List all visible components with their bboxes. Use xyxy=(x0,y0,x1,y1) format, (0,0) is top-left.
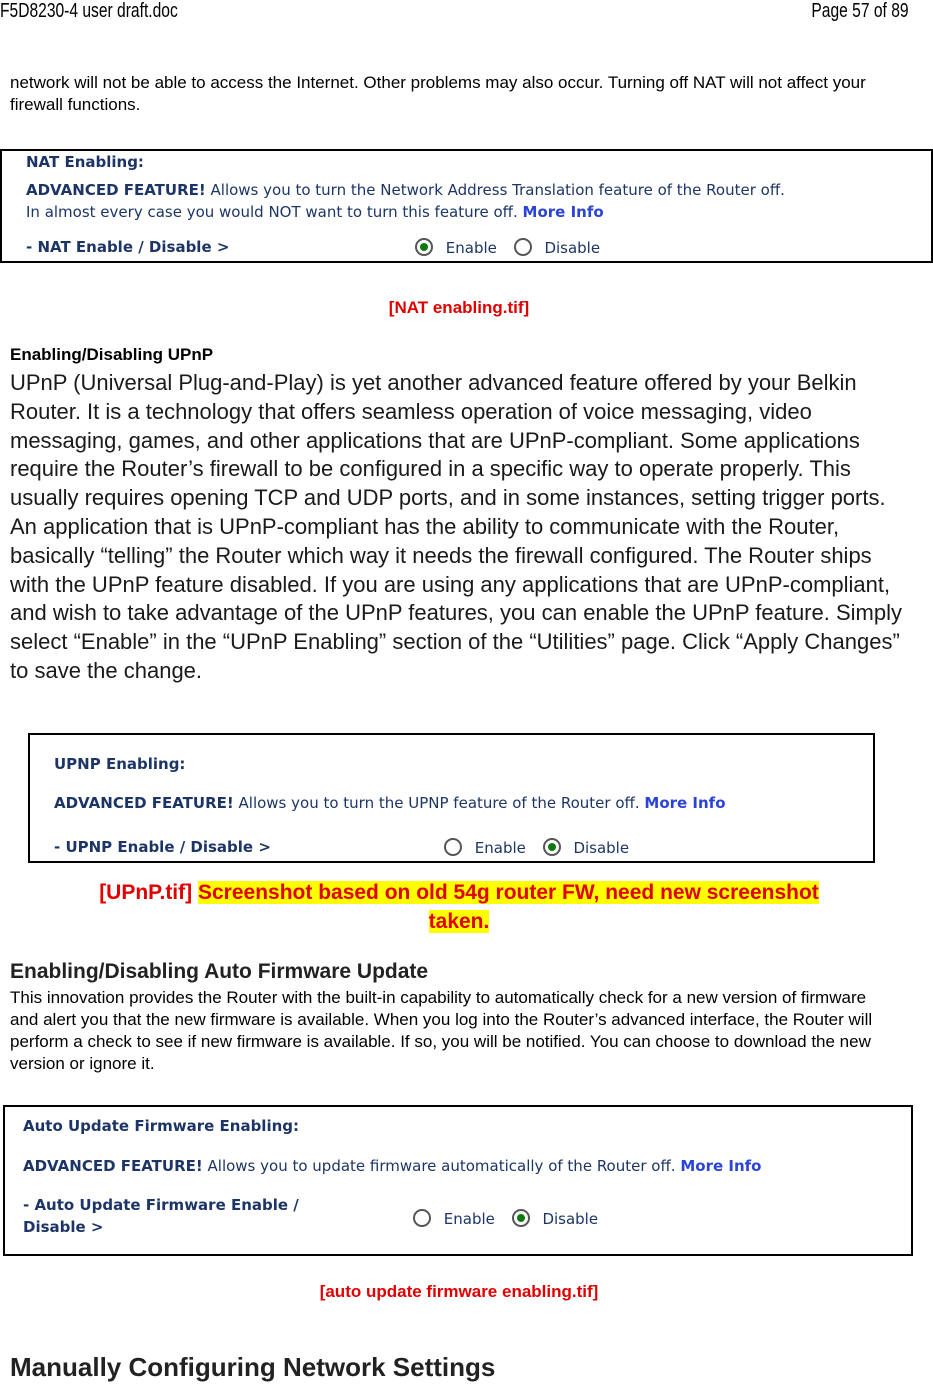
firmware-section-heading: Enabling/Disabling Auto Firmware Update xyxy=(10,960,429,983)
upnp-advanced-line xyxy=(54,794,726,812)
auto-update-firmware-screenshot xyxy=(3,1105,913,1256)
firmware-advanced-label: ADVANCED FEATURE! xyxy=(23,1157,203,1175)
upnp-caption-label: [UPnP.tif] xyxy=(99,881,193,904)
document-filename: F5D8230-4 user draft.doc xyxy=(0,0,178,22)
firmware-advanced-line xyxy=(23,1157,761,1175)
nat-radio-group xyxy=(415,238,600,257)
firmware-paragraph: This innovation provides the Router with the built-in capability to automatically check for a new version of firmware and alert you that the new firmware is available. When you log into the Router’s advanced interface, the Router will perform a check to see if new firmware is available. If so, you will be notified. You can choose to download the new version or ignore it. xyxy=(10,988,873,1073)
nat-panel-title: NAT Enabling: xyxy=(26,153,144,171)
nat-description-1: Allows you to turn the Network Address Translation feature of the Router off. xyxy=(210,181,785,199)
firmware-control-label-1: - Auto Update Firmware Enable / xyxy=(23,1196,299,1214)
nat-advanced-label: ADVANCED FEATURE! xyxy=(26,181,206,199)
firmware-figure-caption: [auto update firmware enabling.tif] xyxy=(319,1282,599,1301)
firmware-control-label-2: Disable > xyxy=(23,1218,104,1236)
nat-more-info-link[interactable]: More Info xyxy=(522,203,604,221)
nat-disable-label: Disable xyxy=(544,239,601,257)
upnp-enabling-screenshot xyxy=(28,733,875,863)
page-number: Page 57 of 89 xyxy=(811,0,909,22)
upnp-description: Allows you to turn the UPNP feature of the Router off. xyxy=(238,794,640,812)
upnp-advanced-label: ADVANCED FEATURE! xyxy=(54,794,234,812)
manual-network-settings-heading: Manually Configuring Network Settings xyxy=(10,1352,496,1382)
firmware-description: Allows you to update firmware automatically of the Router off. xyxy=(207,1157,676,1175)
upnp-enable-label: Enable xyxy=(474,839,526,857)
upnp-caption-note-1: Screenshot based on old 54g router FW, need new screenshot xyxy=(197,881,819,904)
upnp-panel-title: UPNP Enabling: xyxy=(54,755,186,773)
firmware-radio-group xyxy=(413,1209,598,1228)
firmware-more-info-link[interactable]: More Info xyxy=(680,1157,762,1175)
intro-paragraph: network will not be able to access the Internet. Other problems may also occur. Turning off NAT will not affect your firewall functions. xyxy=(10,73,866,114)
upnp-more-info-link[interactable]: More Info xyxy=(644,794,726,812)
nat-advanced-line xyxy=(26,181,785,199)
upnp-radio-group xyxy=(444,838,629,857)
firmware-disable-radio[interactable] xyxy=(512,1209,530,1227)
nat-enable-label: Enable xyxy=(445,239,497,257)
upnp-enable-radio[interactable] xyxy=(444,838,462,856)
nat-description-2: In almost every case you would NOT want to turn this feature off. xyxy=(26,203,518,221)
firmware-enable-label: Enable xyxy=(443,1210,495,1228)
firmware-disable-label: Disable xyxy=(542,1210,599,1228)
nat-enabling-screenshot xyxy=(0,149,933,263)
nat-figure-caption: [NAT enabling.tif] xyxy=(388,298,530,317)
firmware-enable-radio[interactable] xyxy=(413,1209,431,1227)
upnp-figure-caption xyxy=(0,878,918,936)
upnp-caption-note-2: taken. xyxy=(428,910,490,933)
upnp-paragraph: UPnP (Universal Plug-and-Play) is yet another advanced feature offered by your Belkin Router. It is a technology that offers seamless operation of voice messaging, video messaging, games, and other applications that are UPnP-compliant. Some applications require the Router’s firewall to be configured in a specific way to operate properly. This usually requires opening TCP and UDP ports, and in some instances, setting trigger ports. An application that is UPnP-compliant has the ability to communicate with the Router, basically “telling” the Router which way it needs the firewall configured. The Router ships with the UPnP feature disabled. If you are using any applications that are UPnP-compliant, and wish to take advantage of the UPnP features, you can enable the UPnP feature. Simply select “Enable” in the “UPnP Enabling” section of the “Utilities” page. Click “Apply Changes” to save the change. xyxy=(10,370,902,683)
firmware-panel-title: Auto Update Firmware Enabling: xyxy=(23,1117,299,1135)
nat-control-label: - NAT Enable / Disable > xyxy=(26,238,230,256)
nat-description-line-2 xyxy=(26,203,604,221)
upnp-disable-label: Disable xyxy=(573,839,630,857)
nat-enable-radio[interactable] xyxy=(415,238,433,256)
upnp-control-label: - UPNP Enable / Disable > xyxy=(54,838,271,856)
nat-disable-radio[interactable] xyxy=(514,238,532,256)
upnp-disable-radio[interactable] xyxy=(543,838,561,856)
upnp-section-heading: Enabling/Disabling UPnP xyxy=(10,345,214,364)
